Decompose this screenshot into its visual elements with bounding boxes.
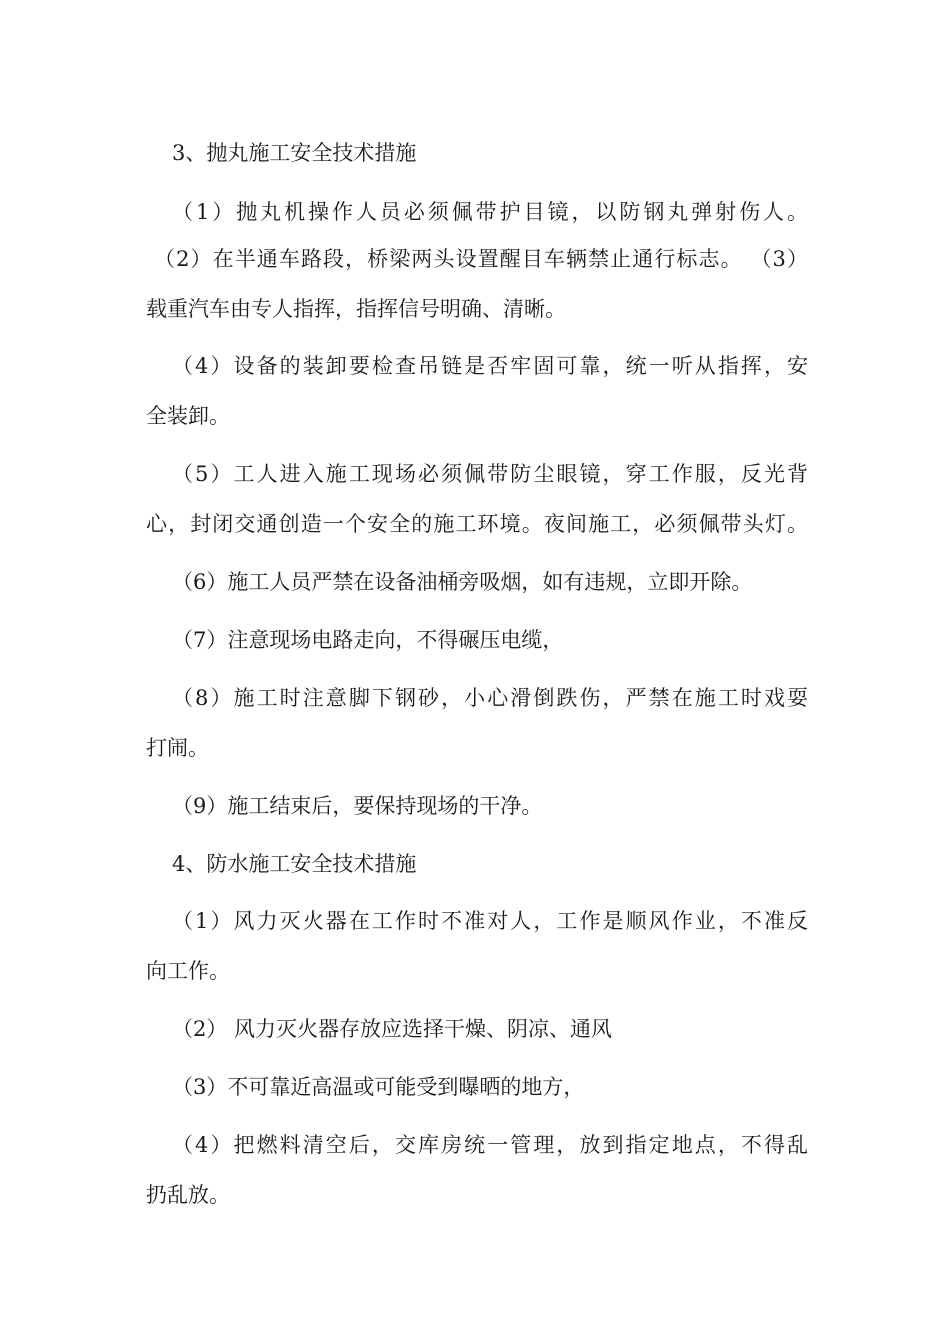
paragraph-line: （6）施工人员严禁在设备油桶旁吸烟，如有违规，立即开除。 [172,570,753,594]
paragraph-line: （7）注意现场电路走向，不得碾压电缆， [172,628,564,652]
paragraph-line: 打闹。 [146,736,209,760]
paragraph-line: （9）施工结束后，要保持现场的干净。 [172,794,543,818]
paragraph-line: （2） 风力灭火器存放应选择干燥、阴凉、通风 [172,1017,613,1041]
paragraph-line: （3）不可靠近高温或可能受到曝晒的地方， [172,1075,585,1099]
section-heading-3: 3、抛丸施工安全技术措施 [172,141,417,165]
paragraph-line: 心，封闭交通创造一个安全的施工环境。夜间施工，必须佩带头灯。 [146,512,808,536]
paragraph-line: （2）在半通车路段，桥梁两头设置醒目车辆禁止通行标志。 （3） [154,247,808,271]
section-heading-4: 4、防水施工安全技术措施 [172,852,417,876]
paragraph-line: 全装卸。 [146,404,230,428]
paragraph-line: 载重汽车由专人指挥，指挥信号明确、清晰。 [146,297,566,321]
paragraph-line: 扔乱放。 [146,1183,230,1207]
paragraph-line: （1）抛丸机操作人员必须佩带护目镜，以防钢丸弹射伤人。 [172,200,808,224]
paragraph-line: 向工作。 [146,959,230,983]
paragraph-line: （5）工人进入施工现场必须佩带防尘眼镜，穿工作服，反光背 [172,462,808,486]
paragraph-line: （1）风力灭火器在工作时不准对人，工作是顺风作业，不准反 [172,909,808,933]
paragraph-line: （8）施工时注意脚下钢砂，小心滑倒跌伤，严禁在施工时戏耍 [172,686,808,710]
paragraph-line: （4）设备的装卸要检查吊链是否牢固可靠，统一听从指挥，安 [172,354,808,378]
paragraph-line: （4）把燃料清空后，交库房统一管理，放到指定地点，不得乱 [172,1133,808,1157]
